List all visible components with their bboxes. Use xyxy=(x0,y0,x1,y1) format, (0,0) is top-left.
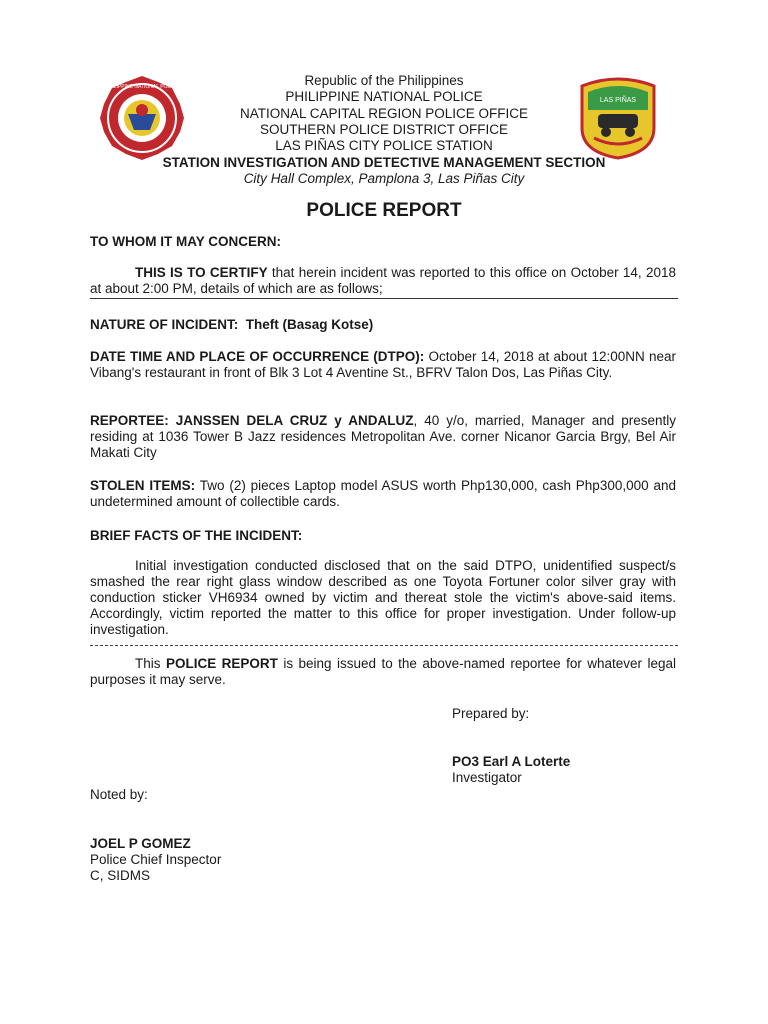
dtpo-paragraph xyxy=(90,349,676,381)
noted-by-position: Police Chief Inspector xyxy=(90,852,222,867)
facts-text: Initial investigation conducted disclosed that on the said DTPO, unidentified suspect/s smashed the rear right glass window described as one Toyota Fortuner color silver gray with conduction sticker VH6934 owned by victim and thereat stole the victim's above-said items. Accordingly, victim reported the matter to this office for proper investigation. Under follow-up investigation. xyxy=(90,558,676,637)
stolen-items-paragraph xyxy=(90,478,676,510)
svg-text:LAS PIÑAS: LAS PIÑAS xyxy=(599,97,637,104)
facts-heading: BRIEF FACTS OF THE INCIDENT: xyxy=(90,528,303,543)
reportee-paragraph xyxy=(90,413,676,461)
noted-by-name: JOEL P GOMEZ xyxy=(90,836,191,851)
closing-bold: POLICE REPORT xyxy=(165,656,278,671)
header-station: LAS PIÑAS CITY POLICE STATION xyxy=(275,138,493,153)
svg-text:PHILIPPINE NATIONAL POLICE: PHILIPPINE NATIONAL POLICE xyxy=(105,84,179,90)
stolen-label: STOLEN ITEMS: xyxy=(90,478,196,493)
dtpo-label: DATE TIME AND PLACE OF OCCURRENCE (DTPO): xyxy=(90,349,425,364)
closing-paragraph xyxy=(90,656,676,688)
reportee-label: REPORTEE: JANSSEN DELA CRUZ y ANDALUZ xyxy=(90,413,414,428)
header-spdo: SOUTHERN POLICE DISTRICT OFFICE xyxy=(259,122,509,137)
closing-pre: This xyxy=(135,656,166,671)
header-republic: Republic of the Philippines xyxy=(304,73,464,88)
certify-paragraph xyxy=(90,265,676,297)
header-ncrpo: NATIONAL CAPITAL REGION POLICE OFFICE xyxy=(239,106,529,121)
page-title: POLICE REPORT xyxy=(306,200,462,221)
header-section: STATION INVESTIGATION AND DETECTIVE MANAGEMENT SECTION xyxy=(162,155,606,170)
stolen-value: Two (2) pieces Laptop model ASUS worth Php130,000, cash Php300,000 and undetermined amount of collectible cards. xyxy=(90,478,676,509)
divider-dashed xyxy=(90,645,678,646)
reportee-value: , 40 y/o, married, Manager and presently residing at 1036 Tower B Jazz residences Metropolitan Ave. corner Nicanor Garcia Brgy, Bel Air Makati City xyxy=(90,413,676,460)
divider-solid xyxy=(90,298,678,299)
closing-post: is being issued to the above-named reportee for whatever legal purposes it may serve. xyxy=(90,656,676,687)
header-pnp: PHILIPPINE NATIONAL POLICE xyxy=(285,89,483,104)
nature-value: Theft (Basag Kotse) xyxy=(245,317,374,332)
nature-label: NATURE OF INCIDENT: xyxy=(90,317,239,332)
prepared-by-name: PO3 Earl A Loterte xyxy=(452,754,571,769)
prepared-by-position: Investigator xyxy=(452,770,522,785)
noted-by-unit: C, SIDMS xyxy=(90,868,151,883)
certify-text: that herein incident was reported to this office on October 14, 2018 at about 2:00 PM, details of which are as follows; xyxy=(90,265,676,296)
facts-paragraph xyxy=(90,558,676,638)
nature-of-incident xyxy=(90,317,676,333)
header-address: City Hall Complex, Pamplona 3, Las Piñas City xyxy=(243,171,525,186)
dtpo-value: October 14, 2018 at about 12:00NN near Vibang's restaurant in front of Blk 3 Lot 4 Aventine St., BFRV Talon Dos, Las Piñas City. xyxy=(90,349,676,380)
salutation: TO WHOM IT MAY CONCERN: xyxy=(90,234,282,249)
prepared-by-label: Prepared by: xyxy=(452,706,530,721)
noted-by-label: Noted by: xyxy=(90,787,148,802)
certify-lead: THIS IS TO CERTIFY xyxy=(135,265,268,280)
